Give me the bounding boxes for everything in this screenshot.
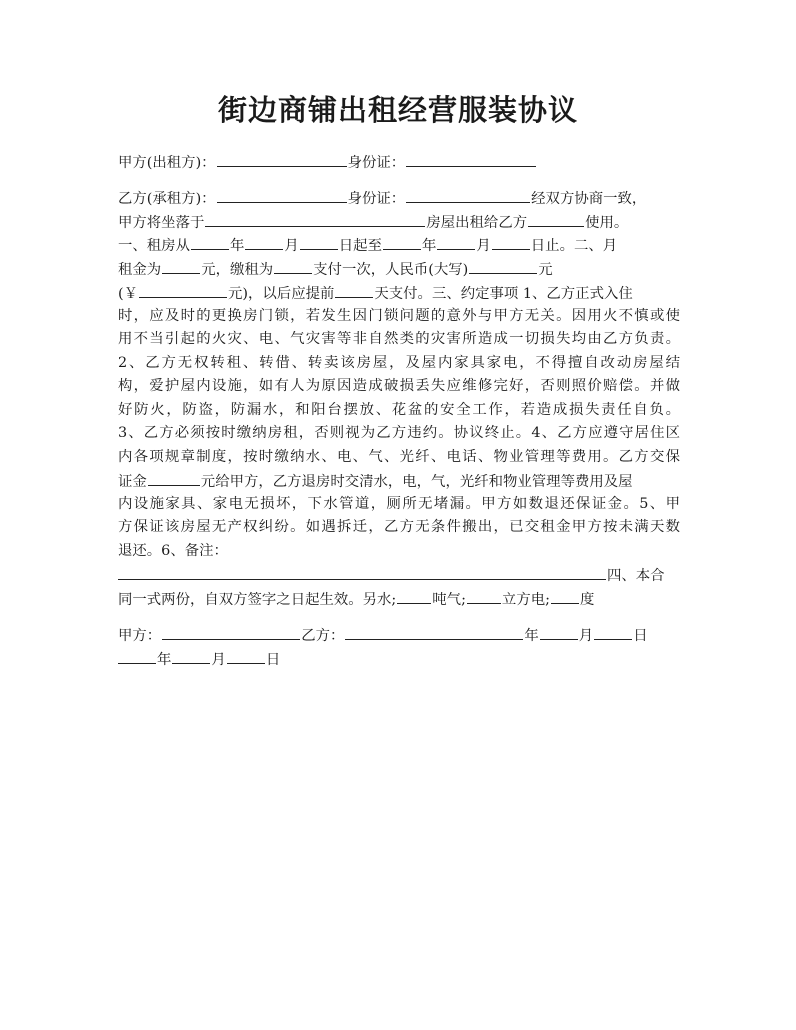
party-a-id-blank[interactable]	[406, 151, 536, 167]
text-segment: 元)，以后应提前	[228, 286, 335, 302]
text-segment: 甲方将坐落于	[118, 215, 205, 231]
text-segment: 同一式两份，自双方签字之日起生效。另水;	[118, 592, 397, 608]
gas-blank[interactable]	[467, 588, 501, 604]
rent-yuan-line	[118, 282, 633, 304]
sign-day-blank[interactable]	[594, 624, 632, 640]
payment-period-blank[interactable]	[274, 258, 312, 274]
paragraph-line: 内设施家具、家电无损坏，下水管道，厕所无堵漏。甲方如数退还保证金。5、甲	[118, 496, 680, 512]
paragraph-line: 好防火，防盗，防漏水，和阳台摆放、花盆的安全工作，若造成损失责任自负。	[118, 402, 680, 418]
date-month-blank[interactable]	[172, 648, 210, 664]
text-segment: 房屋出租给乙方	[426, 215, 528, 231]
party-b-id-blank[interactable]	[406, 187, 530, 203]
paragraph-line: 用不当引起的火灾、电、气灾害等非自然类的灾害所造成一切损失均由乙方负责。	[118, 331, 680, 347]
party-b-label: 乙方(承租方)：	[118, 191, 216, 207]
text-segment: 日止。二、月	[530, 238, 618, 254]
document-title: 街边商铺出租经营服装协议	[217, 93, 578, 127]
remarks-blank[interactable]	[118, 564, 606, 580]
party-a-sign-label: 甲方：	[118, 628, 162, 644]
day-label: 日	[265, 652, 281, 668]
amount-number-blank[interactable]	[139, 282, 227, 298]
remarks-line	[118, 564, 665, 586]
month-label: 月	[284, 238, 299, 254]
party-b-sign-label: 乙方：	[301, 628, 345, 644]
paragraph-line: 内各项规章制度，按时缴纳水、电、气、光纤、电话、物业管理等费用。乙方交保	[118, 449, 680, 465]
start-day-blank[interactable]	[300, 234, 338, 250]
property-line	[118, 211, 628, 233]
month-label: 月	[578, 628, 594, 644]
start-month-blank[interactable]	[245, 234, 283, 250]
text-segment: 元，缴租为	[201, 262, 274, 278]
paragraph-line: 方保证该房屋无产权纠纷。如遇拆迁，乙方无条件搬出，已交租金甲方按未满天数	[118, 519, 680, 535]
electricity-blank[interactable]	[551, 588, 579, 604]
year-label: 年	[524, 628, 539, 644]
rent-line	[118, 258, 553, 280]
text-segment: 一、租房从	[118, 238, 190, 254]
text-segment: 四、本合	[607, 568, 665, 584]
usage-blank[interactable]	[528, 211, 584, 227]
date-day-blank[interactable]	[227, 648, 265, 664]
text-segment: 证金	[118, 474, 147, 490]
year-label: 年	[421, 238, 437, 254]
utilities-line	[118, 588, 594, 610]
year-label: 年	[229, 238, 245, 254]
property-address-blank[interactable]	[205, 211, 425, 227]
text-segment: 吨气;	[432, 592, 466, 608]
end-day-blank[interactable]	[492, 234, 530, 250]
paragraph-line: 2、乙方无权转租、转借、转卖该房屋，及屋内家具家电，不得擅自改动房屋结	[118, 355, 680, 371]
remarks-label: 退还。6、备注：	[118, 543, 228, 559]
party-a-label: 甲方(出租方)：	[118, 155, 216, 171]
end-year-blank[interactable]	[383, 234, 421, 250]
day-label: 日	[633, 628, 648, 644]
advance-days-blank[interactable]	[335, 282, 373, 298]
end-month-blank[interactable]	[437, 234, 475, 250]
text-segment: 使用。	[585, 215, 629, 231]
amount-words-blank[interactable]	[469, 258, 537, 274]
text-segment: 日起至	[338, 238, 382, 254]
start-year-blank[interactable]	[191, 234, 229, 250]
party-a-sign-blank[interactable]	[162, 624, 300, 640]
party-b-id-label: 身份证：	[347, 191, 406, 207]
party-a-id-label: 身份证：	[347, 155, 406, 171]
party-b-sign-blank[interactable]	[345, 624, 523, 640]
consult-text: 经双方协商一致，	[531, 191, 647, 207]
party-a-line	[118, 151, 537, 173]
sign-month-blank[interactable]	[540, 624, 578, 640]
text-segment: 租金为	[118, 262, 162, 278]
date-line	[118, 648, 280, 670]
year-label: 年	[157, 652, 172, 668]
signature-line	[118, 624, 648, 646]
party-b-name-blank[interactable]	[217, 187, 347, 203]
month-label: 月	[211, 652, 226, 668]
text-segment: 立方电;	[501, 592, 550, 608]
party-b-line	[118, 187, 646, 209]
paragraph-line: 3、乙方必须按时缴纳房租，否则视为乙方违约。协议终止。4、乙方应遵守居住区	[118, 425, 680, 441]
term-line	[118, 234, 617, 256]
paragraph-line: 时，应及时的更换房门锁，若发生因门锁问题的意外与甲方无关。因用火不慎或使	[118, 308, 680, 324]
text-segment: (￥	[118, 286, 139, 302]
paragraph-line: 构，爱护屋内设施，如有人为原因造成破损丢失应维修完好，否则照价赔偿。并做	[118, 378, 680, 394]
text-segment: 度	[579, 592, 595, 608]
text-segment: 元给甲方，乙方退房时交清水，电，气，光纤和物业管理等费用及屋	[200, 474, 633, 490]
date-year-blank[interactable]	[118, 648, 156, 664]
text-segment: 元	[538, 262, 553, 278]
water-blank[interactable]	[397, 588, 431, 604]
deposit-line	[118, 470, 633, 492]
deposit-blank[interactable]	[148, 470, 200, 486]
text-segment: 支付一次，人民币(大写)	[313, 262, 469, 278]
rent-amount-blank[interactable]	[162, 258, 200, 274]
party-a-name-blank[interactable]	[217, 151, 347, 167]
text-segment: 天支付。三、约定事项 1、乙方正式入住	[374, 286, 633, 302]
month-label: 月	[476, 238, 491, 254]
